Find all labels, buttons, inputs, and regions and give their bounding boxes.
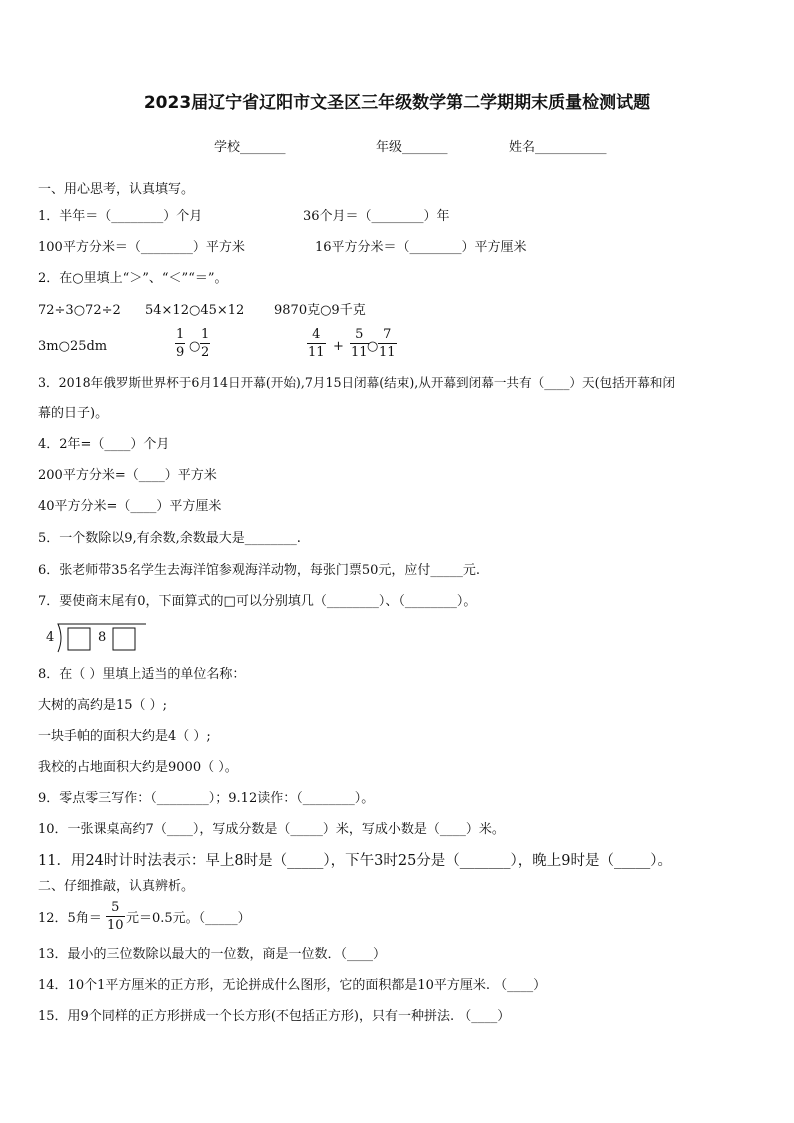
q1-d: 16平方分米＝（________）平方厘米: [315, 240, 527, 255]
q2-fraction-2: [200, 327, 210, 360]
q8-a: 大树的高约是15（ ）;: [38, 698, 168, 713]
q8-stem: 8．在（ ）里填上适当的单位名称：: [38, 667, 246, 682]
q2-b: 54×12○45×12: [145, 303, 245, 318]
numerator: 5: [355, 327, 364, 342]
fraction-bar: [175, 343, 185, 344]
q8-b: 一块手帕的面积大约是4（ ）;: [38, 729, 211, 744]
blank-box-1: [68, 628, 90, 650]
divisor: 4: [46, 630, 55, 645]
q2-fraction-1: [175, 327, 185, 360]
school-field[interactable]: 学校_______: [214, 140, 286, 155]
q1-b: 36个月＝（________）年: [303, 209, 450, 224]
q8-c: 我校的占地面积大约是9000（ ）。: [38, 760, 238, 775]
q2-c: 9870克○9千克: [274, 303, 366, 318]
q4-a: 4．2年=（____）个月: [38, 437, 170, 452]
blank-box-2: [113, 628, 135, 650]
q2-circle-1: ○: [189, 339, 201, 354]
q3-line-1: 3．2018年俄罗斯世界杯于6月14日开幕(开始),7月15日闭幕(结束),从开幕到闭幕一共有（____）天(包括开幕和闭: [38, 375, 676, 390]
q15: 15．用9个同样的正方形拼成一个长方形(不包括正方形)，只有一种拼法. （____）: [38, 1009, 511, 1024]
denominator: 11: [351, 345, 368, 360]
q10: 10．一张课桌高约7（____），写成分数是（_____）米，写成小数是（____）米。: [38, 822, 505, 837]
q12-pre: 12．5角＝: [38, 911, 102, 926]
q13: 13．最小的三位数除以最大的一位数，商是一位数．（____）: [38, 947, 387, 962]
denominator: 2: [201, 345, 210, 360]
q11: 11．用24时计时法表示：早上8时是（_____），下午3时25分是（_______），晚上9时是（_____）。: [38, 853, 673, 869]
numerator: 1: [176, 327, 185, 342]
fraction-bar: [378, 343, 397, 344]
q2-fraction-3: [307, 327, 326, 360]
q6: 6．张老师带35名学生去海洋馆参观海洋动物，每张门票50元，应付_____元.: [38, 563, 480, 578]
q12-post: 元＝0.5元。（_____）: [126, 911, 251, 926]
q3-line-2: 幕的日子)。: [38, 406, 109, 421]
q1-c: 100平方分米＝（________）平方米: [38, 240, 245, 255]
numerator: 5: [111, 900, 120, 915]
q14: 14．10个1平方厘米的正方形，无论拼成什么图形，它的面积都是10平方厘米. （____）: [38, 978, 547, 993]
division-bracket-icon: [40, 622, 150, 654]
fraction-bar: [307, 343, 326, 344]
fraction-bar: [200, 343, 210, 344]
q4-b: 200平方分米=（____）平方米: [38, 468, 217, 483]
q2-fraction-5: [378, 327, 397, 360]
q2-stem: 2．在○里填上“＞”、“＜”“＝”。: [38, 271, 228, 286]
q2-a: 72÷3○72÷2: [38, 303, 121, 318]
denominator: 11: [308, 345, 325, 360]
q5: 5．一个数除以9,有余数,余数最大是________.: [38, 531, 301, 546]
section-1-heading: 一、用心思考，认真填写。: [38, 182, 195, 197]
q2-circle-2: ○: [367, 339, 379, 354]
q1-a: 1．半年＝（________）个月: [38, 209, 203, 224]
numerator: 1: [201, 327, 210, 342]
name-field[interactable]: 姓名___________: [509, 140, 607, 155]
page-title: 2023届辽宁省辽阳市文圣区三年级数学第二学期期末质量检测试题: [143, 93, 651, 113]
q2-d: 3m○25dm: [38, 339, 108, 354]
plus-sign: +: [333, 339, 344, 354]
denominator: 9: [176, 345, 185, 360]
numerator: 4: [312, 327, 321, 342]
section-2-heading: 二、仔细推敲，认真辨析。: [38, 879, 195, 894]
fraction-bar: [350, 343, 369, 344]
q7-stem: 7．要使商末尾有0，下面算式的□可以分别填几（________）、（________）。: [38, 594, 477, 609]
q12-fraction: [106, 900, 125, 933]
dividend-digit: 8: [98, 630, 107, 645]
q9: 9．零点零三写作：（________）；9.12读作：（________）。: [38, 791, 375, 806]
q2-fraction-4: [350, 327, 369, 360]
q4-c: 40平方分米=（____）平方厘米: [38, 499, 222, 514]
grade-field[interactable]: 年级_______: [376, 140, 448, 155]
fraction-bar: [106, 916, 125, 917]
long-division-figure: [40, 622, 150, 658]
denominator: 10: [107, 918, 124, 933]
numerator: 7: [383, 327, 392, 342]
denominator: 11: [379, 345, 396, 360]
